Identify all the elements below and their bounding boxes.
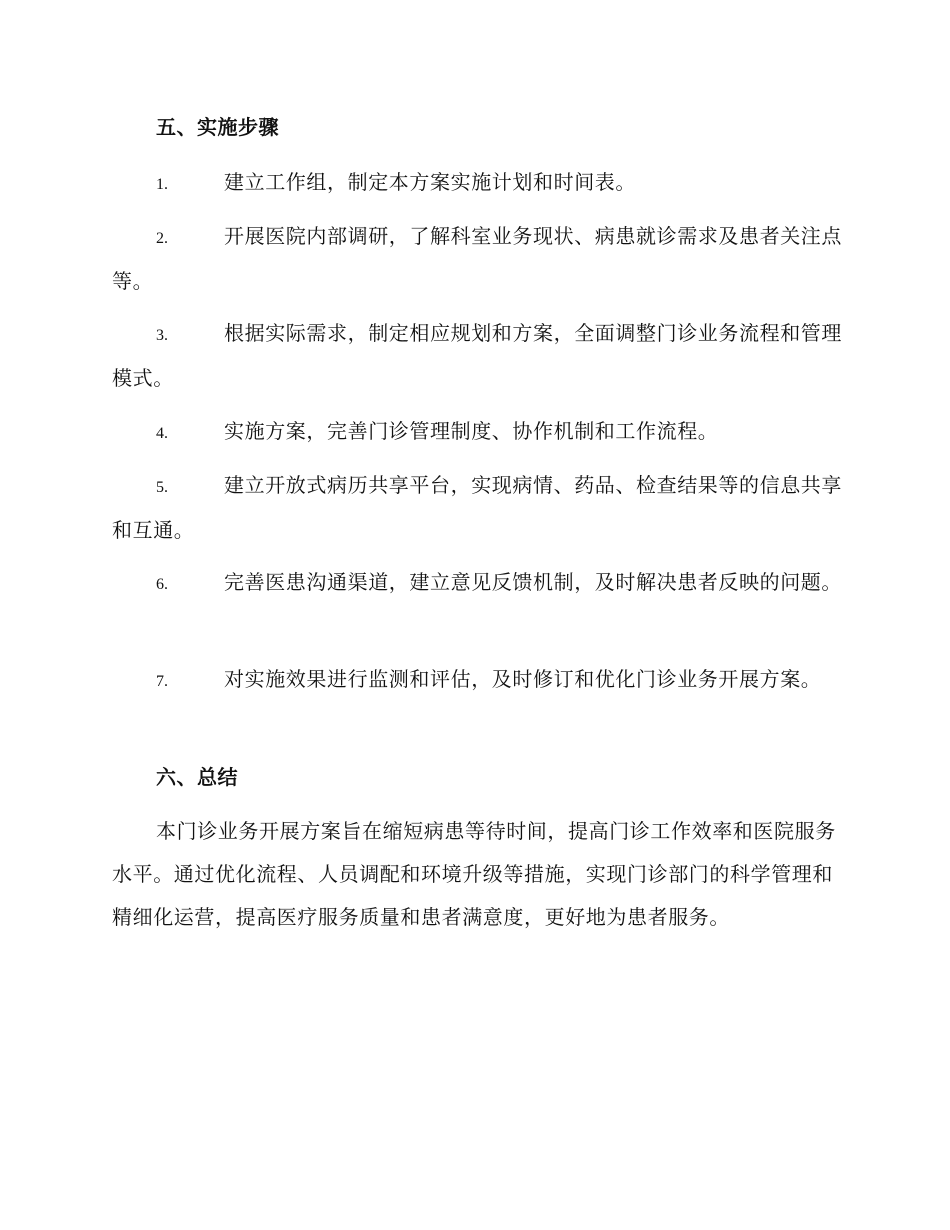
list-item-text: 建立开放式病历共享平台，实现病情、药品、检查结果等的信息共享和互通。 [112, 473, 842, 542]
list-item [112, 658, 842, 703]
list-item [112, 410, 842, 455]
list-item [112, 215, 842, 303]
list-item [112, 561, 842, 606]
list-item-text: 开展医院内部调研，了解科室业务现状、病患就诊需求及患者关注点等。 [112, 224, 842, 293]
section-heading-implementation-steps: 五、实施步骤 [156, 115, 279, 139]
list-item-text: 对实施效果进行监测和评估，及时修订和优化门诊业务开展方案。 [224, 667, 822, 691]
list-item [112, 161, 842, 206]
list-item [112, 464, 842, 552]
section-heading-summary: 六、总结 [156, 765, 238, 789]
list-item-number: 3. [156, 327, 168, 344]
summary-paragraph: 本门诊业务开展方案旨在缩短病患等待时间，提高门诊工作效率和医院服务水平。通过优化流程、人员调配和环境升级等措施，实现门诊部门的科学管理和精细化运营，提高医疗服务质量和患者满意度，更好地为患者服务。 [112, 819, 836, 929]
list-item-number: 6. [156, 576, 168, 593]
list-item-text: 根据实际需求，制定相应规划和方案，全面调整门诊业务流程和管理模式。 [112, 321, 842, 390]
list-item-text: 实施方案，完善门诊管理制度、协作机制和工作流程。 [224, 419, 719, 443]
list-item-number: 4. [156, 425, 168, 442]
list-item-number: 2. [156, 230, 168, 247]
list-item-number: 7. [156, 673, 168, 690]
list-item-text: 完善医患沟通渠道，建立意见反馈机制，及时解决患者反映的问题。 [224, 570, 842, 594]
list-item-number: 1. [156, 176, 168, 193]
list-item-number: 5. [156, 479, 168, 496]
list-item [112, 312, 842, 400]
list-item-text: 建立工作组，制定本方案实施计划和时间表。 [224, 170, 636, 194]
